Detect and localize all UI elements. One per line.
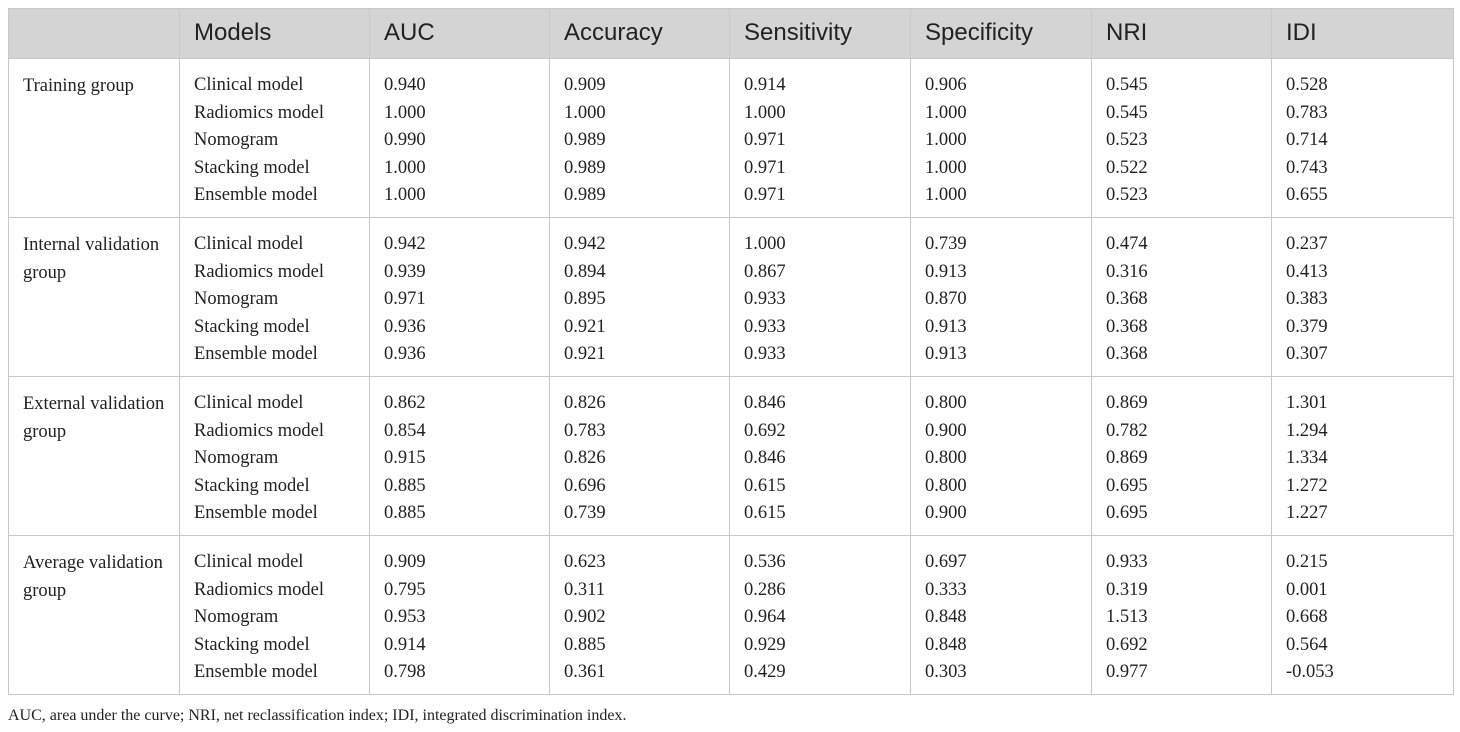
- accuracy-value: 0.895: [564, 289, 606, 309]
- auc-value: 1.000: [384, 102, 426, 123]
- specificity-value: 1.000: [925, 157, 967, 178]
- specificity-value: 0.848: [925, 607, 967, 627]
- models-value: Ensemble model: [194, 503, 318, 523]
- auc-cell: [370, 218, 550, 377]
- sensitivity-value: 0.429: [744, 662, 786, 682]
- accuracy-value: 0.902: [564, 607, 606, 627]
- specificity-value: 0.697: [925, 552, 967, 572]
- models-value: Stacking model: [194, 157, 310, 178]
- auc-value: 0.942: [384, 234, 426, 254]
- models-value: Clinical model: [194, 393, 304, 413]
- nri-value: 0.523: [1106, 185, 1148, 205]
- models-value: Ensemble model: [194, 344, 318, 364]
- accuracy-value: 0.783: [564, 420, 606, 441]
- column-header: IDI: [1272, 9, 1454, 59]
- models-value: Radiomics model: [194, 102, 324, 123]
- accuracy-value: 1.000: [564, 102, 606, 123]
- sensitivity-cell: [730, 59, 911, 218]
- models-value: Clinical model: [194, 234, 304, 254]
- specificity-value: 1.000: [925, 185, 967, 205]
- column-header: Accuracy: [550, 9, 730, 59]
- specificity-cell: [911, 377, 1092, 536]
- sensitivity-value: 0.846: [744, 448, 786, 468]
- nri-cell: [1092, 536, 1272, 695]
- idi-value: 0.783: [1286, 102, 1328, 123]
- idi-value: 0.237: [1286, 234, 1328, 254]
- nri-cell: [1092, 218, 1272, 377]
- sensitivity-value: 1.000: [744, 234, 786, 254]
- specificity-value: 0.913: [925, 316, 967, 337]
- sensitivity-value: 0.971: [744, 157, 786, 178]
- models-cell: [180, 377, 370, 536]
- accuracy-value: 0.989: [564, 157, 606, 178]
- idi-value: 0.743: [1286, 157, 1328, 178]
- idi-value: 0.655: [1286, 185, 1328, 205]
- specificity-cell: [911, 59, 1092, 218]
- specificity-value: 0.800: [925, 393, 967, 413]
- specificity-value: 0.800: [925, 448, 967, 468]
- auc-value: 0.990: [384, 130, 426, 150]
- accuracy-value: 0.311: [564, 579, 605, 600]
- auc-value: 1.000: [384, 157, 426, 178]
- nri-cell: [1092, 59, 1272, 218]
- group-label-cell: Training group: [9, 59, 180, 218]
- sensitivity-value: 0.536: [744, 552, 786, 572]
- auc-value: 0.862: [384, 393, 426, 413]
- models-value: Nomogram: [194, 448, 279, 468]
- accuracy-cell: [550, 377, 730, 536]
- nri-value: 0.545: [1106, 75, 1148, 95]
- models-cell: [180, 218, 370, 377]
- models-value: Clinical model: [194, 552, 304, 572]
- accuracy-value: 0.623: [564, 552, 606, 572]
- specificity-value: 0.913: [925, 261, 967, 282]
- accuracy-value: 0.894: [564, 261, 606, 282]
- column-header: Sensitivity: [730, 9, 911, 59]
- group-label-cell: Average validation group: [9, 536, 180, 695]
- idi-value: 1.272: [1286, 475, 1328, 496]
- accuracy-cell: [550, 59, 730, 218]
- models-value: Nomogram: [194, 289, 279, 309]
- sensitivity-value: 0.964: [744, 607, 786, 627]
- models-cell: [180, 59, 370, 218]
- auc-value: 0.936: [384, 344, 426, 364]
- nri-value: 0.695: [1106, 475, 1148, 496]
- nri-value: 1.513: [1106, 607, 1148, 627]
- auc-cell: [370, 377, 550, 536]
- column-header: NRI: [1092, 9, 1272, 59]
- models-cell: [180, 536, 370, 695]
- nri-value: 0.474: [1106, 234, 1148, 254]
- sensitivity-value: 0.867: [744, 261, 786, 282]
- specificity-value: 0.900: [925, 420, 967, 441]
- accuracy-value: 0.739: [564, 503, 606, 523]
- nri-value: 0.692: [1106, 634, 1148, 655]
- models-value: Radiomics model: [194, 579, 324, 600]
- idi-cell: [1272, 377, 1454, 536]
- nri-value: 0.869: [1106, 393, 1148, 413]
- accuracy-value: 0.826: [564, 393, 606, 413]
- nri-value: 0.869: [1106, 448, 1148, 468]
- nri-value: 0.319: [1106, 579, 1148, 600]
- models-value: Ensemble model: [194, 662, 318, 682]
- idi-value: 0.413: [1286, 261, 1328, 282]
- accuracy-value: 0.989: [564, 185, 606, 205]
- auc-value: 0.795: [384, 579, 426, 600]
- nri-value: 0.523: [1106, 130, 1148, 150]
- specificity-value: 0.303: [925, 662, 967, 682]
- accuracy-value: 0.909: [564, 75, 606, 95]
- accuracy-value: 0.921: [564, 344, 606, 364]
- specificity-value: 0.900: [925, 503, 967, 523]
- column-header: Models: [180, 9, 370, 59]
- sensitivity-value: 0.971: [744, 130, 786, 150]
- table-body: [9, 59, 1454, 695]
- specificity-value: 0.333: [925, 579, 967, 600]
- models-value: Radiomics model: [194, 420, 324, 441]
- sensitivity-cell: [730, 377, 911, 536]
- sensitivity-cell: [730, 536, 911, 695]
- idi-cell: [1272, 218, 1454, 377]
- specificity-value: 0.906: [925, 75, 967, 95]
- auc-value: 1.000: [384, 185, 426, 205]
- idi-value: 0.307: [1286, 344, 1328, 364]
- models-value: Stacking model: [194, 475, 310, 496]
- specificity-cell: [911, 536, 1092, 695]
- nri-value: 0.545: [1106, 102, 1148, 123]
- sensitivity-value: 0.692: [744, 420, 786, 441]
- idi-value: 0.714: [1286, 130, 1328, 150]
- auc-value: 0.939: [384, 261, 426, 282]
- idi-value: 0.379: [1286, 316, 1328, 337]
- accuracy-value: 0.989: [564, 130, 606, 150]
- table-row: [9, 377, 1454, 536]
- column-header: [9, 9, 180, 59]
- table-footnote: AUC, area under the curve; NRI, net reclassification index; IDI, integrated discrimination index.: [8, 707, 627, 724]
- nri-value: 0.933: [1106, 552, 1148, 572]
- nri-value: 0.522: [1106, 157, 1148, 178]
- sensitivity-value: 0.914: [744, 75, 786, 95]
- sensitivity-value: 0.286: [744, 579, 786, 600]
- idi-value: 0.001: [1286, 579, 1328, 600]
- group-label-cell: External validation group: [9, 377, 180, 536]
- idi-value: 1.334: [1286, 448, 1328, 468]
- models-value: Radiomics model: [194, 261, 324, 282]
- accuracy-value: 0.942: [564, 234, 606, 254]
- sensitivity-value: 0.615: [744, 503, 786, 523]
- table-row: [9, 536, 1454, 695]
- sensitivity-value: 0.929: [744, 634, 786, 655]
- idi-value: 0.668: [1286, 607, 1328, 627]
- column-header: Specificity: [911, 9, 1092, 59]
- accuracy-cell: [550, 536, 730, 695]
- auc-value: 0.854: [384, 420, 426, 441]
- sensitivity-value: 0.615: [744, 475, 786, 496]
- table-row: [9, 59, 1454, 218]
- auc-value: 0.915: [384, 448, 426, 468]
- nri-value: 0.977: [1106, 662, 1148, 682]
- models-value: Nomogram: [194, 130, 279, 150]
- auc-cell: [370, 59, 550, 218]
- results-table-container: [8, 8, 1453, 695]
- idi-cell: [1272, 59, 1454, 218]
- idi-value: 1.294: [1286, 420, 1328, 441]
- models-value: Stacking model: [194, 316, 310, 337]
- nri-value: 0.368: [1106, 344, 1148, 364]
- specificity-value: 0.739: [925, 234, 967, 254]
- sensitivity-value: 0.933: [744, 316, 786, 337]
- auc-value: 0.798: [384, 662, 426, 682]
- nri-value: 0.695: [1106, 503, 1148, 523]
- models-value: Ensemble model: [194, 185, 318, 205]
- models-value: Clinical model: [194, 75, 304, 95]
- nri-value: 0.368: [1106, 316, 1148, 337]
- specificity-value: 0.800: [925, 475, 967, 496]
- idi-value: 1.301: [1286, 393, 1328, 413]
- idi-value: -0.053: [1286, 662, 1334, 682]
- specificity-value: 0.848: [925, 634, 967, 655]
- nri-value: 0.316: [1106, 261, 1148, 282]
- table-header-row: [9, 9, 1454, 59]
- specificity-value: 1.000: [925, 130, 967, 150]
- idi-value: 0.528: [1286, 75, 1328, 95]
- auc-value: 0.914: [384, 634, 426, 655]
- idi-value: 1.227: [1286, 503, 1328, 523]
- specificity-cell: [911, 218, 1092, 377]
- auc-value: 0.885: [384, 475, 426, 496]
- auc-value: 0.909: [384, 552, 426, 572]
- idi-value: 0.383: [1286, 289, 1328, 309]
- specificity-value: 0.870: [925, 289, 967, 309]
- accuracy-value: 0.696: [564, 475, 606, 496]
- accuracy-value: 0.826: [564, 448, 606, 468]
- idi-value: 0.564: [1286, 634, 1328, 655]
- auc-value: 0.971: [384, 289, 426, 309]
- accuracy-value: 0.361: [564, 662, 606, 682]
- auc-value: 0.953: [384, 607, 426, 627]
- idi-value: 0.215: [1286, 552, 1328, 572]
- sensitivity-cell: [730, 218, 911, 377]
- nri-cell: [1092, 377, 1272, 536]
- model-performance-table: [8, 8, 1454, 695]
- auc-value: 0.940: [384, 75, 426, 95]
- sensitivity-value: 0.933: [744, 289, 786, 309]
- sensitivity-value: 0.846: [744, 393, 786, 413]
- models-value: Nomogram: [194, 607, 279, 627]
- nri-value: 0.368: [1106, 289, 1148, 309]
- auc-value: 0.885: [384, 503, 426, 523]
- accuracy-value: 0.885: [564, 634, 606, 655]
- sensitivity-value: 1.000: [744, 102, 786, 123]
- specificity-value: 0.913: [925, 344, 967, 364]
- accuracy-value: 0.921: [564, 316, 606, 337]
- auc-value: 0.936: [384, 316, 426, 337]
- models-value: Stacking model: [194, 634, 310, 655]
- group-label-cell: Internal validation group: [9, 218, 180, 377]
- column-header: AUC: [370, 9, 550, 59]
- sensitivity-value: 0.933: [744, 344, 786, 364]
- table-row: [9, 218, 1454, 377]
- idi-cell: [1272, 536, 1454, 695]
- nri-value: 0.782: [1106, 420, 1148, 441]
- specificity-value: 1.000: [925, 102, 967, 123]
- auc-cell: [370, 536, 550, 695]
- sensitivity-value: 0.971: [744, 185, 786, 205]
- accuracy-cell: [550, 218, 730, 377]
